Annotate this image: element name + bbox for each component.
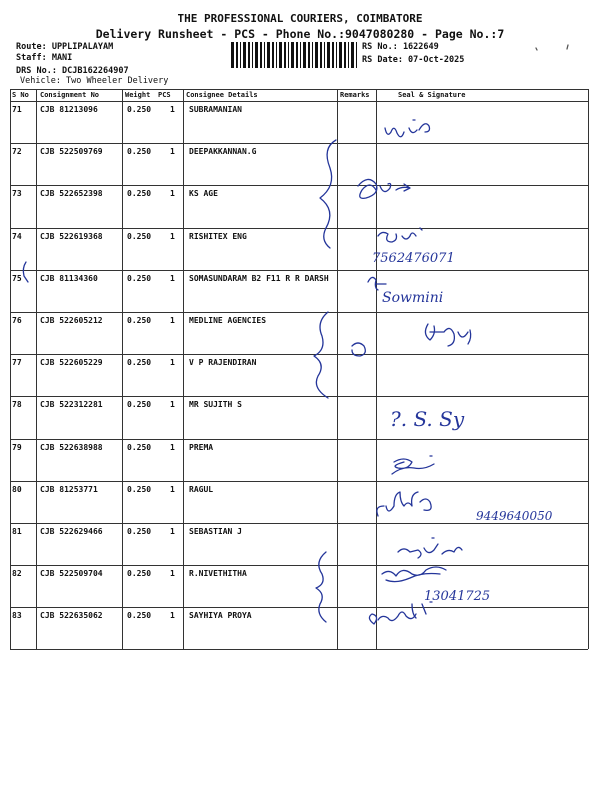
barcode-bar (348, 42, 349, 68)
brace-mark (316, 552, 326, 622)
brace-mark (320, 140, 336, 248)
cell-consignment-no: CJB 522638988 (40, 442, 103, 452)
cell-consignment-no: CJB 522652398 (40, 189, 103, 199)
rs-number: RS No.: 1622649 (362, 42, 439, 52)
barcode-bar (332, 42, 334, 68)
row-divider (10, 354, 588, 355)
col-header-weight: Weight (125, 91, 151, 99)
col-header-consignment: Consignment No (40, 91, 100, 99)
cell-pcs: 1 (170, 105, 175, 114)
barcode-bar (336, 42, 337, 68)
cell-sno: 73 (12, 189, 22, 199)
cell-consignee: SOMASUNDARAM B2 F11 R R DARSH (189, 273, 329, 283)
cell-pcs: 1 (170, 527, 175, 536)
cell-weight: 0.250 (127, 527, 152, 536)
barcode-bar (236, 42, 238, 68)
cell-sno: 79 (12, 442, 22, 452)
cell-consignee: SEBASTIAN J (189, 527, 242, 536)
row-divider (10, 312, 588, 313)
cell-sno: 78 (12, 400, 22, 410)
barcode-bar (320, 42, 322, 68)
col-header-pcs: PCS (158, 91, 171, 99)
barcode-bar (248, 42, 250, 68)
signature-80 (377, 492, 431, 516)
cell-consignment-no: CJB 81213096 (40, 105, 98, 114)
cell-consignee: SUBRAMANIAN (189, 105, 242, 114)
cell-consignment-no: CJB 522509704 (40, 569, 103, 579)
col-header-remarks: Remarks (340, 91, 370, 99)
cell-consignee: RAGUL (189, 484, 214, 494)
barcode-bar (296, 42, 298, 68)
cell-consignee: MR SUJITH S (189, 400, 242, 410)
cell-consignee: KS AGE (189, 189, 218, 199)
cell-consignee: MEDLINE AGENCIES (189, 316, 267, 325)
barcode-bar (324, 42, 325, 68)
barcode-bar (267, 42, 270, 68)
vehicle-label: Vehicle: Two Wheeler Delivery (20, 76, 169, 86)
cell-consignment-no: CJB 522619368 (40, 231, 103, 241)
cell-consignment-no: CJB 522312281 (40, 400, 103, 410)
barcode-bar (351, 42, 354, 68)
row-divider (10, 607, 588, 608)
cell-sno: 75 (12, 273, 22, 283)
cell-weight: 0.250 (127, 147, 152, 157)
cell-consignee: SAYHIYA PROYA (189, 611, 252, 621)
row-divider (10, 270, 588, 271)
rs-date: RS Date: 07-Oct-2025 (362, 55, 465, 65)
signature-76 (425, 324, 470, 346)
row-divider (10, 228, 588, 229)
barcode-bar (276, 42, 277, 68)
cell-pcs: 1 (170, 400, 175, 410)
signature-75 (368, 277, 386, 290)
handwritten-phone-82: 13041725 (424, 589, 491, 604)
barcode-bar (291, 42, 294, 68)
table-top-border (10, 89, 588, 90)
cell-consignment-no: CJB 81253771 (40, 484, 98, 494)
row-divider (10, 523, 588, 524)
cell-weight: 0.250 (127, 273, 152, 283)
barcode-bar (243, 42, 246, 68)
cell-weight: 0.250 (127, 400, 152, 410)
barcode-bar (240, 42, 241, 68)
signature-82 (382, 567, 446, 582)
barcode-bar (255, 42, 258, 68)
barcode-bar (264, 42, 265, 68)
barcode-bar (300, 42, 301, 68)
cell-pcs: 1 (170, 147, 175, 157)
signature-74 (378, 228, 422, 242)
barcode-bar (303, 42, 306, 68)
row-divider (10, 143, 588, 144)
barcode-bar (279, 42, 282, 68)
barcode-bar (284, 42, 286, 68)
barcode-bar (356, 42, 357, 68)
cell-consignee: R.NIVETHITHA (189, 569, 247, 579)
signature-79 (392, 456, 434, 474)
signature-73 (358, 179, 410, 198)
row-divider (10, 481, 588, 482)
barcode-bar (260, 42, 262, 68)
cell-weight: 0.250 (127, 484, 152, 494)
handwritten-phone-74: 7562476071 (372, 251, 455, 266)
runsheet-subtitle: Delivery Runsheet - PCS - Phone No.:9047080280 - Page No.:7 (95, 27, 505, 41)
signature-83 (369, 602, 432, 624)
cell-consignee: RISHITEX ENG (189, 231, 247, 241)
barcode-bar (252, 42, 253, 68)
cell-pcs: 1 (170, 358, 175, 368)
barcode-bar (312, 42, 313, 68)
cell-sno: 81 (12, 527, 22, 536)
cell-weight: 0.250 (127, 611, 152, 621)
barcode-bar (308, 42, 310, 68)
cell-sno: 74 (12, 231, 22, 241)
barcode-bar (344, 42, 346, 68)
cell-weight: 0.250 (127, 569, 152, 579)
cell-consignment-no: CJB 522509769 (40, 147, 103, 157)
handwritten-name-75: Sowmini (382, 290, 444, 306)
row-divider (10, 185, 588, 186)
cell-pcs: 1 (170, 611, 175, 621)
margin-mark (23, 262, 28, 282)
document-title: THE PROFESSIONAL COURIERS, COIMBATORE (177, 12, 423, 25)
cell-consignment-no: CJB 522629466 (40, 527, 103, 536)
signature-81 (398, 538, 462, 558)
cell-consignment-no: CJB 522605212 (40, 316, 103, 325)
barcode-bar (339, 42, 342, 68)
cell-sno: 72 (12, 147, 22, 157)
barcode-bar (327, 42, 330, 68)
brace-mark (314, 312, 328, 398)
signature-78: ?. S. Sy (390, 407, 465, 431)
cell-pcs: 1 (170, 484, 175, 494)
barcode-bar (288, 42, 289, 68)
row-divider (10, 565, 588, 566)
cell-weight: 0.250 (127, 316, 152, 325)
cell-sno: 76 (12, 316, 22, 325)
barcode-bar (272, 42, 274, 68)
drs-number: DRS No.: DCJB162264907 (16, 66, 129, 76)
cell-consignment-no: CJB 81134360 (40, 273, 98, 283)
cell-weight: 0.250 (127, 105, 152, 114)
cell-weight: 0.250 (127, 442, 152, 452)
col-header-consignee: Consignee Details (186, 91, 258, 99)
staff-label: Staff: MANI (16, 53, 73, 63)
cell-consignment-no: CJB 522605229 (40, 358, 103, 368)
cell-pcs: 1 (170, 316, 175, 325)
cell-sno: 71 (12, 105, 22, 114)
row-divider (10, 396, 588, 397)
cell-pcs: 1 (170, 189, 175, 199)
col-header-signature: Seal & Signature (398, 91, 466, 99)
header-bottom-border (10, 101, 588, 102)
handwritten-phone-80: 9449640050 (476, 509, 553, 523)
cell-consignee: PREMA (189, 442, 214, 452)
cell-sno: 83 (12, 611, 22, 621)
route-label: Route: UPPLIPALAYAM (16, 42, 114, 52)
cell-consignee: DEEPAKKANNAN.G (189, 147, 257, 157)
barcode-image (231, 42, 357, 68)
cell-weight: 0.250 (127, 189, 152, 199)
signature-71 (385, 120, 430, 137)
cell-sno: 77 (12, 358, 22, 368)
corner-mark (536, 45, 568, 50)
cell-pcs: 1 (170, 442, 175, 452)
cell-pcs: 1 (170, 569, 175, 579)
cell-weight: 0.250 (127, 231, 152, 241)
cell-sno: 82 (12, 569, 22, 579)
table-bottom-border (10, 649, 588, 650)
cell-pcs: 1 (170, 231, 175, 241)
cell-consignment-no: CJB 522635062 (40, 611, 103, 621)
barcode-bar (231, 42, 234, 68)
cell-sno: 80 (12, 484, 22, 494)
row-divider (10, 439, 588, 440)
cell-consignee: V P RAJENDIRAN (189, 358, 257, 368)
cell-pcs: 1 (170, 273, 175, 283)
column-divider (588, 89, 589, 649)
cell-weight: 0.250 (127, 358, 152, 368)
col-header-sno: S No (12, 91, 29, 99)
barcode-bar (315, 42, 318, 68)
